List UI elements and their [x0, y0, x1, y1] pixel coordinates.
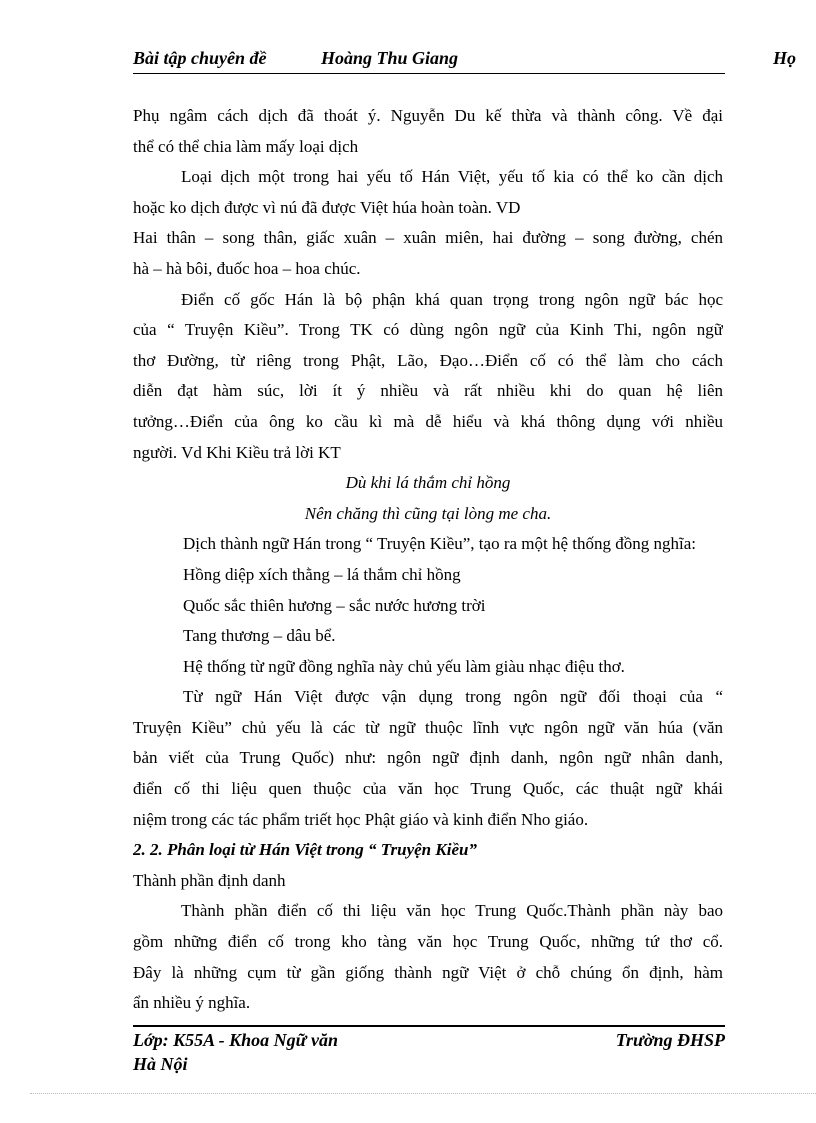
paragraph-line: bản viết của Trung Quốc) như: ngôn ngữ định danh, ngôn ngữ nhân danh, — [133, 748, 723, 768]
header-author: Hoàng Thu Giang — [321, 48, 459, 68]
paragraph-line: Đây là những cụm từ gần giống thành ngữ Việt ở chỗ chúng ổn định, hàm — [133, 962, 723, 982]
paragraph-line: điển cố thi liệu quen thuộc của văn học Trung Quốc, các thuật ngữ khái — [133, 779, 723, 799]
paragraph-line: hà – hà bôi, đuốc hoa – hoa chúc. — [133, 258, 361, 278]
poem-line: Dù khi lá thắm chỉ hồng — [345, 473, 511, 493]
paragraph-line: Loại dịch một trong hai yếu tố Hán Việt, yếu tố kia có thể ko cần dịch — [181, 167, 723, 187]
footer-city: Hà Nội — [133, 1054, 188, 1074]
header-right-text: Họ — [773, 48, 797, 68]
header-course-title: Bài tập chuyên đề — [133, 48, 267, 68]
paragraph-line: thơ Đường, từ riêng trong Phật, Lão, Đạo…Điển cố có thể làm cho cách — [133, 350, 723, 370]
subsection-label: Thành phần định danh — [133, 870, 286, 890]
paragraph-line: Truyện Kiều” chủ yếu là các từ ngữ thuộc lĩnh vực ngôn ngữ văn húa (văn — [133, 717, 723, 737]
paragraph-line: ẩn nhiều ý nghĩa. — [133, 993, 251, 1013]
paragraph-line: Từ ngữ Hán Việt được vận dụng trong ngôn ngữ đối thoại của “ — [183, 687, 723, 707]
paragraph-line: Hai thân – song thân, giấc xuân – xuân miên, hai đường – song đường, chén — [133, 228, 723, 248]
paragraph-line: gồm những điển cố trong kho tàng văn học Trung Quốc, những tứ thơ cổ. — [133, 932, 723, 952]
paragraph-line: Thành phần điển cố thi liệu văn học Trung Quốc.Thành phần này bao — [181, 901, 723, 921]
section-heading: 2. 2. Phân loại từ Hán Việt trong “ Truyện Kiều” — [133, 840, 477, 860]
body-text — [133, 101, 723, 1019]
header-rule — [133, 73, 725, 74]
paragraph-line: Điển cố gốc Hán là bộ phận khá quan trọng trong ngôn ngữ bác học — [181, 289, 723, 309]
page-header — [133, 48, 816, 76]
footer-rule — [133, 1025, 725, 1027]
paragraph-line: diễn đạt hàm súc, lời ít ý nhiều và rất nhiều khi do quan hệ liên — [133, 381, 723, 401]
paragraph-line: Hệ thống từ ngữ đồng nghĩa này chủ yếu làm giàu nhạc điệu thơ. — [183, 656, 625, 676]
synonym-line: Tang thương – dâu bể. — [183, 626, 336, 646]
paragraph-line: hoặc ko dịch được vì nú đã được Việt húa hoàn toàn. VD — [133, 197, 521, 217]
paragraph-line: của “ Truyện Kiều”. Trong TK có dùng ngôn ngữ của Kinh Thi, ngôn ngữ — [133, 320, 723, 340]
paragraph-line: Phụ ngâm cách dịch đã thoát ý. Nguyễn Du kế thừa và thành công. Về đại — [133, 106, 723, 125]
synonym-line: Hồng diệp xích thằng – lá thắm chỉ hồng — [183, 564, 461, 584]
poem-line: Nên chăng thì cũng tại lòng me cha. — [304, 503, 552, 523]
synonym-line: Quốc sắc thiên hương – sắc nước hương trời — [183, 595, 486, 615]
paragraph-line: người. Vd Khi Kiều trả lời KT — [133, 442, 341, 462]
footer-school: Trường ĐHSP — [615, 1030, 725, 1050]
paragraph-line: tưởng…Điển của ông ko cầu kì mà dễ hiểu và khá thông dụng với nhiều — [133, 411, 723, 431]
paragraph-line: niệm trong các tác phẩm triết học Phật giáo và kinh điển Nho giáo. — [133, 809, 589, 829]
footer-class: Lớp: K55A - Khoa Ngữ văn — [133, 1030, 338, 1050]
paragraph-line: Dịch thành ngữ Hán trong “ Truyện Kiều”, tạo ra một hệ thống đồng nghĩa: — [183, 534, 696, 554]
paragraph-line: thể có thể chia làm mấy loại dịch — [133, 136, 359, 156]
page-bottom-divider — [30, 1093, 816, 1094]
